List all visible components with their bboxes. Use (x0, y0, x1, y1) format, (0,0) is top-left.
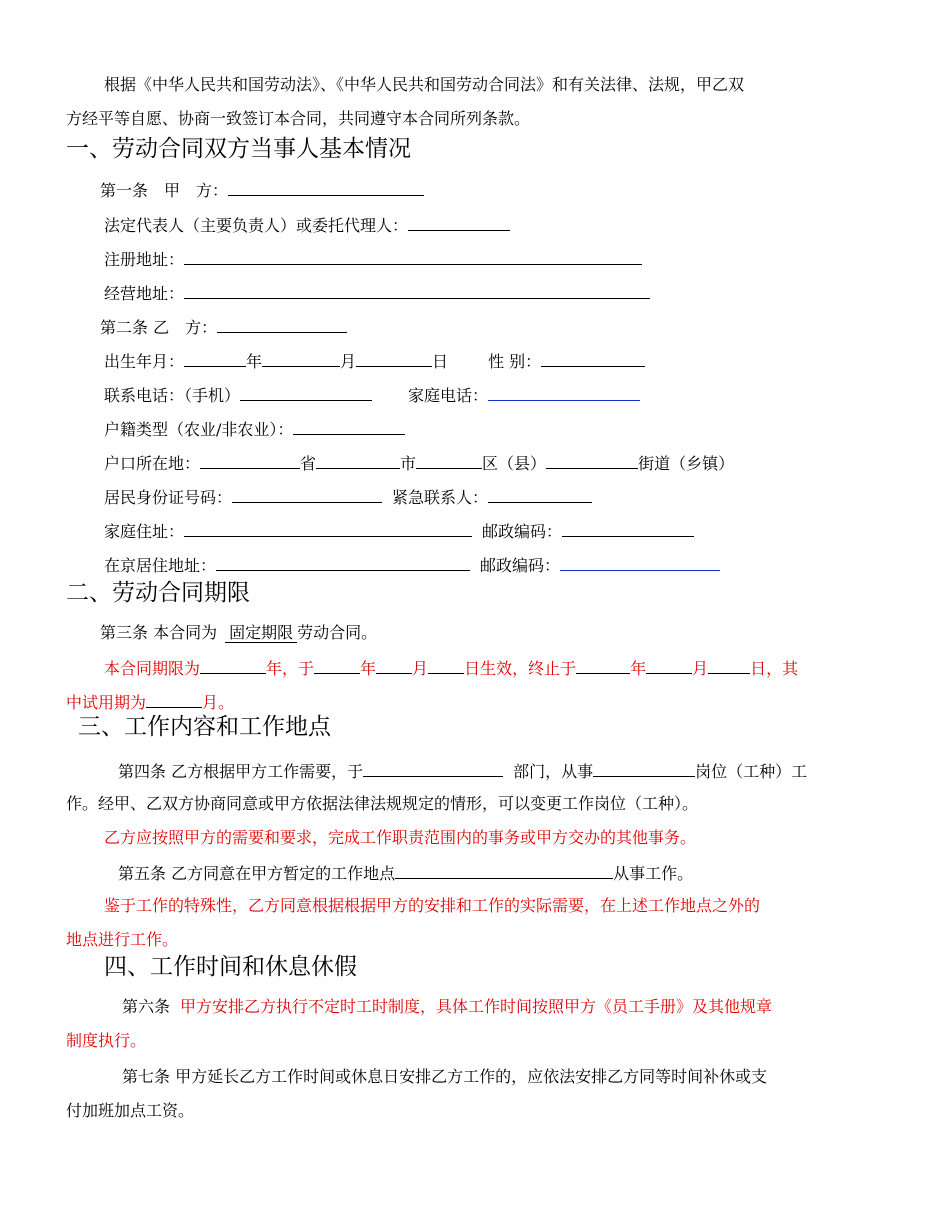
probation-row (66, 690, 234, 714)
hukou-type-row (104, 417, 405, 441)
street-unit: 街道（乡镇） (638, 454, 735, 473)
id-field[interactable] (232, 485, 382, 503)
end-year-field[interactable] (576, 656, 630, 674)
birth-year-unit: 年 (246, 352, 263, 371)
district-field[interactable] (416, 451, 482, 469)
term-row (104, 656, 798, 680)
reg-addr-field[interactable] (184, 247, 642, 265)
end-day-field[interactable] (708, 656, 750, 674)
birth-month-unit: 月 (340, 352, 357, 371)
start-month-field[interactable] (376, 656, 412, 674)
special-clause-line-2: 地点进行工作。 (66, 930, 179, 949)
bj-addr-label: 在京居住地址： (104, 556, 217, 575)
section-1-title: 一、劳动合同双方当事人基本情况 (66, 136, 411, 162)
workplace-field[interactable] (395, 861, 613, 879)
article-7-line-2: 付加班加点工资。 (66, 1101, 195, 1120)
term-years-field[interactable] (200, 656, 266, 674)
probation-unit: 月。 (202, 693, 235, 712)
city-unit: 市 (400, 454, 417, 473)
end-year-unit: 年 (630, 659, 647, 678)
hukou-type-field[interactable] (293, 417, 405, 435)
gender-label: 性 别： (488, 352, 542, 371)
art4-mid: 部门，从事 (513, 762, 594, 781)
section-2-title: 二、劳动合同期限 (66, 580, 250, 606)
hukou-loc-label: 户口所在地： (104, 454, 201, 473)
intro-line-1: 根据《中华人民共和国劳动法》、《中华人民共和国劳动合同法》和有关法律、法规，甲乙双 (104, 75, 745, 94)
home-postcode-label: 邮政编码： (482, 522, 563, 541)
birth-day-unit: 日 (432, 352, 449, 371)
end-month-field[interactable] (646, 656, 692, 674)
art4-prefix: 第四条 乙方根据甲方工作需要，于 (118, 762, 364, 781)
art6-label: 第六条 (122, 997, 171, 1016)
article-5 (118, 861, 693, 885)
intro-line-2: 方经平等自愿、协商一致签订本合同，共同遵守本合同所列条款。 (66, 109, 531, 128)
party-b-label: 第二条 乙 方： (100, 318, 218, 337)
phone-row (104, 383, 640, 407)
end-day-unit: 日，其 (750, 659, 799, 678)
article-1-party-a (100, 178, 424, 202)
start-day-unit: 日生效，终止于 (464, 659, 577, 678)
start-month-unit: 月 (412, 659, 429, 678)
article-6-line-1 (122, 996, 772, 1018)
biz-addr-row (104, 281, 650, 305)
end-month-unit: 月 (692, 659, 709, 678)
start-day-field[interactable] (428, 656, 464, 674)
section-3-title: 三、工作内容和工作地点 (78, 714, 331, 740)
birth-label: 出生年月： (104, 352, 185, 371)
home-phone-field[interactable] (488, 383, 640, 401)
biz-addr-label: 经营地址： (104, 284, 185, 303)
id-label: 居民身份证号码： (104, 488, 233, 507)
party-a-field[interactable] (228, 178, 424, 196)
biz-addr-field[interactable] (184, 281, 650, 299)
reg-addr-label: 注册地址： (104, 250, 185, 269)
birth-day-field[interactable] (356, 349, 432, 367)
bj-addr-row (104, 553, 720, 577)
hukou-type-label: 户籍类型（农业/非农业）： (104, 420, 294, 439)
art5-suffix: 从事工作。 (613, 864, 694, 883)
art3-prefix: 第三条 本合同为 (100, 623, 218, 642)
special-clause-line-1: 鉴于工作的特殊性，乙方同意根据根据甲方的安排和工作的实际需要，在上述工作地点之外的 (104, 896, 761, 915)
mobile-field[interactable] (240, 383, 372, 401)
probation-field[interactable] (146, 690, 202, 708)
article-3 (100, 622, 377, 644)
start-year-unit: 年 (360, 659, 377, 678)
department-field[interactable] (363, 759, 503, 777)
position-field[interactable] (593, 759, 695, 777)
art3-suffix: 劳动合同。 (297, 623, 378, 642)
contract-term-type[interactable]: 固定期限 (225, 623, 297, 643)
reg-addr-row (104, 247, 642, 271)
bj-postcode-field[interactable] (560, 553, 720, 571)
home-addr-field[interactable] (184, 519, 472, 537)
article-2-party-b (100, 315, 347, 339)
province-field[interactable] (200, 451, 300, 469)
section-4-title: 四、工作时间和休息休假 (104, 954, 357, 980)
emergency-label: 紧急联系人： (392, 488, 489, 507)
birth-month-field[interactable] (262, 349, 340, 367)
mobile-label: 联系电话：（手机） (104, 386, 241, 405)
legal-rep-row (104, 213, 510, 237)
bj-addr-field[interactable] (216, 553, 470, 571)
art5-prefix: 第五条 乙方同意在甲方暂定的工作地点 (118, 864, 396, 883)
article-6-line-2: 制度执行。 (66, 1031, 147, 1050)
province-unit: 省 (300, 454, 317, 473)
home-addr-label: 家庭住址： (104, 522, 185, 541)
duty-statement: 乙方应按照甲方的需要和要求，完成工作职责范围内的事务或甲方交办的其他事务。 (104, 828, 697, 847)
bj-postcode-label: 邮政编码： (480, 556, 561, 575)
hukou-loc-row (104, 451, 734, 475)
term-label: 本合同期限为 (104, 659, 201, 678)
birth-row (104, 349, 645, 373)
emergency-field[interactable] (488, 485, 592, 503)
home-postcode-field[interactable] (562, 519, 694, 537)
home-phone-label: 家庭电话： (408, 386, 489, 405)
birth-year-field[interactable] (184, 349, 246, 367)
district-unit: 区（县） (482, 454, 547, 473)
legal-rep-field[interactable] (408, 213, 510, 231)
start-year-field[interactable] (314, 656, 360, 674)
article-4-line-1 (118, 759, 807, 783)
term-years-unit: 年，于 (266, 659, 315, 678)
article-4-line-2: 作。经甲、乙双方协商同意或甲方依据法律法规规定的情形，可以变更工作岗位（工种）。 (66, 794, 699, 813)
id-row (104, 485, 592, 509)
art4-suffix: 岗位（工种）工 (695, 762, 808, 781)
home-addr-row (104, 519, 694, 543)
legal-rep-label: 法定代表人（主要负责人）或委托代理人： (104, 216, 409, 235)
gender-field[interactable] (541, 349, 645, 367)
probation-label: 中试用期为 (66, 693, 147, 712)
art6-text: 甲方安排乙方执行不定时工时制度，具体工作时间按照甲方《员工手册》及其他规章 (180, 997, 773, 1016)
street-field[interactable] (546, 451, 638, 469)
city-field[interactable] (316, 451, 400, 469)
party-a-label: 第一条 甲 方： (100, 181, 229, 200)
article-7-line-1: 第七条 甲方延长乙方工作时间或休息日安排乙方工作的，应依法安排乙方同等时间补休或支 (122, 1067, 768, 1086)
party-b-field[interactable] (217, 315, 347, 333)
